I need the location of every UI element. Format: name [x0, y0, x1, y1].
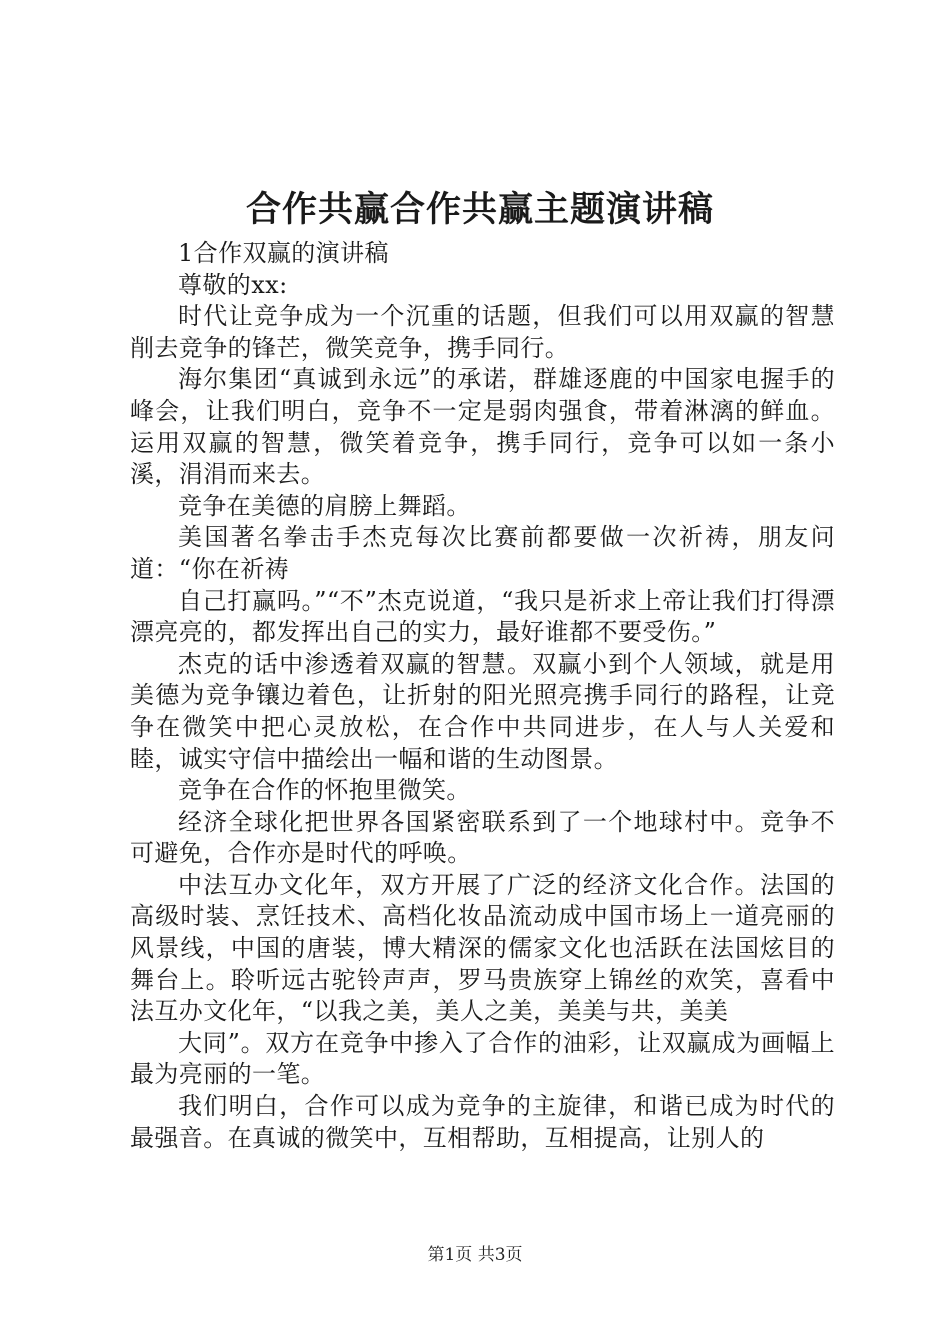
paragraph: 竞争在合作的怀抱里微笑。 [178, 776, 471, 805]
paragraph: 尊敬的xx: [178, 270, 288, 299]
page-footer: 第1页 共3页 [427, 1245, 523, 1265]
paragraph: 我们明白，合作可以成为竞争的主旋律，和谐已成为时代的最强音。在真诚的微笑中，互相帮助，互相提高，让别人的 [130, 1092, 835, 1152]
paragraph: 经济全球化把世界各国紧密联系到了一个地球村中。竞争不可避免，合作亦是时代的呼唤。 [130, 807, 835, 868]
paragraph: 大同”。双方在竞争中掺入了合作的油彩，让双赢成为画幅上最为亮丽的一笔。 [130, 1028, 835, 1089]
paragraph: 杰克的话中渗透着双赢的智慧。双赢小到个人领域，就是用美德为竞争镶边着色，让折射的阳光照亮携手同行的路程，让竞争在微笑中把心灵放松，在合作中共同进步，在人与人关爱和睦，诚实守信中描绘出一幅和谐的生动图景。 [130, 649, 835, 773]
paragraph: 海尔集团“真诚到永远”的承诺，群雄逐鹿的中国家电握手的峰会，让我们明白，竞争不一定是弱肉强食，带着淋漓的鲜血。运用双赢的智慧，微笑着竞争，携手同行，竞争可以如一条小溪，涓涓而来去。 [130, 365, 835, 489]
paragraph: 竞争在美德的肩膀上舞蹈。 [178, 491, 471, 520]
document-title: 合作共赢合作共赢主题演讲稿 [245, 189, 714, 230]
paragraph: 1合作双赢的演讲稿 [178, 239, 389, 267]
paragraph: 时代让竞争成为一个沉重的话题，但我们可以用双赢的智慧削去竞争的锋芒，微笑竞争，携手同行。 [130, 302, 835, 362]
paragraph: 美国著名拳击手杰克每次比赛前都要做一次祈祷，朋友问道：“你在祈祷 [130, 523, 835, 583]
paragraph: 中法互办文化年，双方开展了广泛的经济文化合作。法国的高级时装、烹饪技术、高档化妆品流动成中国市场上一道亮丽的风景线，中国的唐装，博大精深的儒家文化也活跃在法国炫目的舞台上。聆听远古驼铃声声，罗马贵族穿上锦丝的欢笑，喜看中法互办文化年，“以我之美，美人之美，美美与共，美美 [130, 870, 835, 1026]
document-body [130, 238, 835, 1154]
paragraph: 自己打赢吗。”“不”杰克说道，“我只是祈求上帝让我们打得漂漂亮亮的，都发挥出自己的实力，最好谁都不要受伤。” [130, 586, 835, 647]
